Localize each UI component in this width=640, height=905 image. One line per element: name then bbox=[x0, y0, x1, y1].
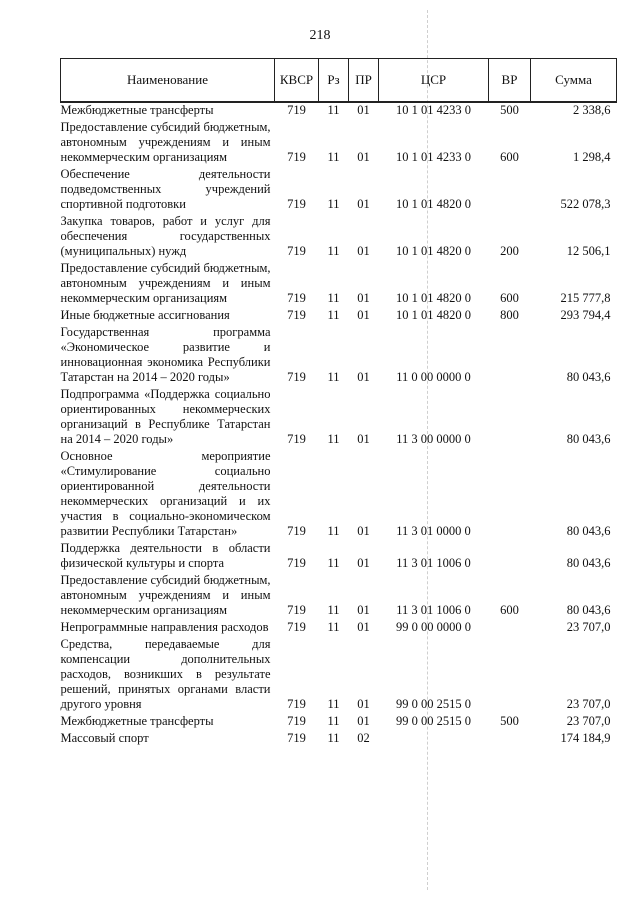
row-sum: 80 043,6 bbox=[566, 432, 611, 446]
row-sum: 1 298,4 bbox=[573, 150, 611, 164]
row-name: Межбюджетные трансферты bbox=[60, 714, 214, 728]
row-vr: 600 bbox=[500, 291, 519, 305]
table-row bbox=[61, 618, 617, 635]
row-vr bbox=[489, 165, 531, 212]
row-sum: 293 794,4 bbox=[560, 308, 611, 322]
row-pr: 01 bbox=[357, 714, 370, 728]
row-rz: 11 bbox=[327, 556, 340, 570]
header-pr: ПР bbox=[349, 59, 379, 103]
row-rz: 11 bbox=[327, 524, 340, 538]
table-row bbox=[61, 447, 617, 539]
row-csr: 99 0 00 2515 0 bbox=[396, 714, 471, 728]
row-sum: 80 043,6 bbox=[566, 603, 611, 617]
row-sum: 80 043,6 bbox=[566, 524, 611, 538]
row-rz: 11 bbox=[327, 150, 340, 164]
row-csr: 10 1 01 4233 0 bbox=[396, 103, 471, 117]
row-kvsr: 719 bbox=[287, 620, 306, 634]
row-csr: 99 0 00 2515 0 bbox=[396, 697, 471, 711]
row-name: Подпрограмма «Поддержка социально ориентированных некоммерческих организаций в Республике Татарстан на 2014 – 2020 годы» bbox=[60, 387, 271, 446]
header-name: Наименование bbox=[61, 59, 275, 103]
row-pr: 01 bbox=[357, 620, 370, 634]
row-kvsr: 719 bbox=[287, 731, 306, 745]
row-sum: 23 707,0 bbox=[566, 714, 611, 728]
row-pr: 01 bbox=[357, 432, 370, 446]
row-name: Предоставление субсидий бюджетным, автономным учреждениям и иным некоммерческим организациям bbox=[60, 120, 271, 164]
header-csr: ЦСР bbox=[379, 59, 489, 103]
row-pr: 01 bbox=[357, 103, 370, 117]
row-kvsr: 719 bbox=[287, 103, 306, 117]
row-kvsr: 719 bbox=[287, 714, 306, 728]
row-name: Массовый спорт bbox=[60, 731, 149, 745]
row-csr: 10 1 01 4233 0 bbox=[396, 150, 471, 164]
header-kvsr: КВСР bbox=[275, 59, 319, 103]
row-rz: 11 bbox=[327, 244, 340, 258]
row-sum: 2 338,6 bbox=[573, 103, 611, 117]
row-vr bbox=[489, 323, 531, 385]
row-kvsr: 719 bbox=[287, 244, 306, 258]
row-name: Средства, передаваемые для компенсации дополнительных расходов, возникших в результате решений, принятых органами власти другого уровня bbox=[60, 637, 271, 711]
table-row bbox=[61, 306, 617, 323]
row-pr: 01 bbox=[357, 524, 370, 538]
header-rz: Рз bbox=[319, 59, 349, 103]
row-vr bbox=[489, 447, 531, 539]
row-pr: 01 bbox=[357, 244, 370, 258]
row-vr bbox=[489, 635, 531, 712]
row-name: Закупка товаров, работ и услуг для обеспечения государственных (муниципальных) нужд bbox=[60, 214, 271, 258]
row-vr: 600 bbox=[500, 603, 519, 617]
row-csr: 11 3 01 0000 0 bbox=[396, 524, 471, 538]
table-row bbox=[61, 165, 617, 212]
row-rz: 11 bbox=[327, 620, 340, 634]
row-vr bbox=[489, 729, 531, 746]
row-name: Основное мероприятие «Стимулирование социально ориентированной деятельности некоммерческих организаций и их участия в социально-экономическом развитии Республики Татарстан» bbox=[60, 449, 271, 538]
table-row bbox=[61, 323, 617, 385]
row-pr: 01 bbox=[357, 556, 370, 570]
row-csr: 10 1 01 4820 0 bbox=[396, 308, 471, 322]
row-csr: 10 1 01 4820 0 bbox=[396, 291, 471, 305]
row-pr: 01 bbox=[357, 197, 370, 211]
row-rz: 11 bbox=[327, 432, 340, 446]
row-kvsr: 719 bbox=[287, 370, 306, 384]
row-name: Непрограммные направления расходов bbox=[60, 620, 269, 634]
row-rz: 11 bbox=[327, 714, 340, 728]
row-pr: 01 bbox=[357, 697, 370, 711]
row-kvsr: 719 bbox=[287, 524, 306, 538]
row-csr: 11 0 00 0000 0 bbox=[396, 370, 471, 384]
row-vr: 500 bbox=[500, 103, 519, 117]
row-csr: 11 3 01 1006 0 bbox=[396, 603, 471, 617]
row-name: Предоставление субсидий бюджетным, автономным учреждениям и иным некоммерческим организациям bbox=[60, 573, 271, 617]
row-name: Иные бюджетные ассигнования bbox=[60, 308, 230, 322]
row-rz: 11 bbox=[327, 291, 340, 305]
row-pr: 02 bbox=[357, 731, 370, 745]
row-rz: 11 bbox=[327, 103, 340, 117]
row-kvsr: 719 bbox=[287, 308, 306, 322]
budget-table-container bbox=[60, 58, 616, 746]
row-rz: 11 bbox=[327, 308, 340, 322]
table-header bbox=[61, 59, 617, 103]
row-pr: 01 bbox=[357, 291, 370, 305]
row-kvsr: 719 bbox=[287, 432, 306, 446]
row-sum: 522 078,3 bbox=[560, 197, 611, 211]
table-row bbox=[61, 635, 617, 712]
row-csr: 10 1 01 4820 0 bbox=[396, 244, 471, 258]
row-pr: 01 bbox=[357, 150, 370, 164]
row-vr: 500 bbox=[500, 714, 519, 728]
row-name: Обеспечение деятельности подведомственных учреждений спортивной подготовки bbox=[60, 167, 271, 211]
row-pr: 01 bbox=[357, 308, 370, 322]
header-vr: ВР bbox=[489, 59, 531, 103]
row-csr: 99 0 00 0000 0 bbox=[396, 620, 471, 634]
row-csr: 11 3 01 1006 0 bbox=[396, 556, 471, 570]
row-name: Поддержка деятельности в области физической культуры и спорта bbox=[60, 541, 271, 570]
table-row bbox=[61, 259, 617, 306]
table-row bbox=[61, 571, 617, 618]
row-vr: 800 bbox=[500, 308, 519, 322]
row-sum: 80 043,6 bbox=[566, 556, 611, 570]
row-name: Предоставление субсидий бюджетным, автономным учреждениям и иным некоммерческим организациям bbox=[60, 261, 271, 305]
table-row bbox=[61, 102, 617, 118]
row-csr: 10 1 01 4820 0 bbox=[396, 197, 471, 211]
row-sum: 23 707,0 bbox=[566, 697, 611, 711]
row-rz: 11 bbox=[327, 197, 340, 211]
row-vr: 600 bbox=[500, 150, 519, 164]
header-sum: Сумма bbox=[531, 59, 617, 103]
row-kvsr: 719 bbox=[287, 150, 306, 164]
row-kvsr: 719 bbox=[287, 291, 306, 305]
table-row bbox=[61, 712, 617, 729]
table-body bbox=[61, 102, 617, 746]
row-sum: 80 043,6 bbox=[566, 370, 611, 384]
row-vr bbox=[489, 385, 531, 447]
budget-table bbox=[60, 58, 617, 746]
row-sum: 215 777,8 bbox=[560, 291, 611, 305]
table-row bbox=[61, 729, 617, 746]
row-vr: 200 bbox=[500, 244, 519, 258]
row-sum: 174 184,9 bbox=[560, 731, 611, 745]
row-sum: 12 506,1 bbox=[566, 244, 611, 258]
row-kvsr: 719 bbox=[287, 603, 306, 617]
table-row bbox=[61, 118, 617, 165]
row-kvsr: 719 bbox=[287, 697, 306, 711]
row-vr bbox=[489, 618, 531, 635]
row-pr: 01 bbox=[357, 603, 370, 617]
row-rz: 11 bbox=[327, 697, 340, 711]
row-kvsr: 719 bbox=[287, 556, 306, 570]
table-row bbox=[61, 385, 617, 447]
table-row bbox=[61, 539, 617, 571]
row-name: Межбюджетные трансферты bbox=[60, 103, 214, 117]
row-rz: 11 bbox=[327, 603, 340, 617]
row-kvsr: 719 bbox=[287, 197, 306, 211]
row-name: Государственная программа «Экономическое развитие и инновационная экономика Республики Татарстан на 2014 – 2020 годы» bbox=[60, 325, 271, 384]
row-rz: 11 bbox=[327, 370, 340, 384]
row-csr: 11 3 00 0000 0 bbox=[396, 432, 471, 446]
row-sum: 23 707,0 bbox=[566, 620, 611, 634]
row-pr: 01 bbox=[357, 370, 370, 384]
row-rz: 11 bbox=[327, 731, 340, 745]
page-number: 218 bbox=[309, 28, 331, 43]
row-csr bbox=[379, 729, 489, 746]
row-vr bbox=[489, 539, 531, 571]
table-row bbox=[61, 212, 617, 259]
